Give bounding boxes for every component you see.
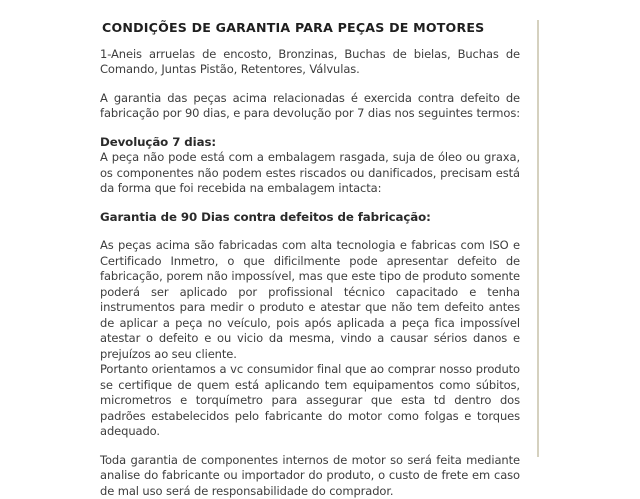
devolucao-heading: Devolução 7 dias: (100, 135, 520, 151)
parts-list-paragraph: 1-Aneis arruelas de encosto, Bronzinas, Buchas de bielas, Buchas de Comando, Juntas Pistão, Retentores, Válvulas. (100, 47, 520, 78)
garantia-90-dias-heading: Garantia de 90 Dias contra defeitos de fabricação: (100, 210, 520, 226)
page-edge-rule (537, 20, 539, 457)
warranty-summary-paragraph: A garantia das peças acima relacionadas é exercida contra defeito de fabricação por 90 dias, e para devolução por 7 dias nos seguintes termos: (100, 91, 520, 122)
section-garantia-90-dias (100, 210, 520, 440)
final-note-paragraph: Toda garantia de componentes internos de motor so será feita mediante analise do fabricante ou importador do produto, o custo de frete em caso de mal uso será de responsabilidade do comprador. (100, 453, 520, 499)
garantia-body-paragraph-1: As peças acima são fabricadas com alta tecnologia e fabricas com ISO e Certificado Inmetro, o que dificilmente pode apresentar defeito de fabricação, porem não impossível, mas que este tipo de produto somente poderá ser aplicado por profissional técnico capacitado e tenha instrumentos para medir o produto e atestar que não tem defeito antes de aplicar a peça no veículo, pois após aplicada a peça fica impossível atestar o defeito e ou vicio da mesma, vindo a causar sérios danos e prejuízos ao seu cliente. (100, 238, 520, 362)
devolucao-body-paragraph: A peça não pode está com a embalagem rasgada, suja de óleo ou graxa, os componentes não podem estes riscados ou danificados, precisam está da forma que foi recebida na embalagem intacta: (100, 150, 520, 197)
garantia-body-paragraph-2: Portanto orientamos a vc consumidor final que ao comprar nosso produto se certifique de quem está aplicando tem equipamentos como súbitos, micrometros e torquímetro para assegurar que esta td dentro dos padrões estabelecidos pelo fabricante do motor como folgas e torques adequado. (100, 362, 520, 440)
document-title: CONDIÇÕES DE GARANTIA PARA PEÇAS DE MOTORES (102, 20, 520, 36)
section-devolucao (100, 135, 520, 197)
warranty-document (100, 20, 520, 499)
